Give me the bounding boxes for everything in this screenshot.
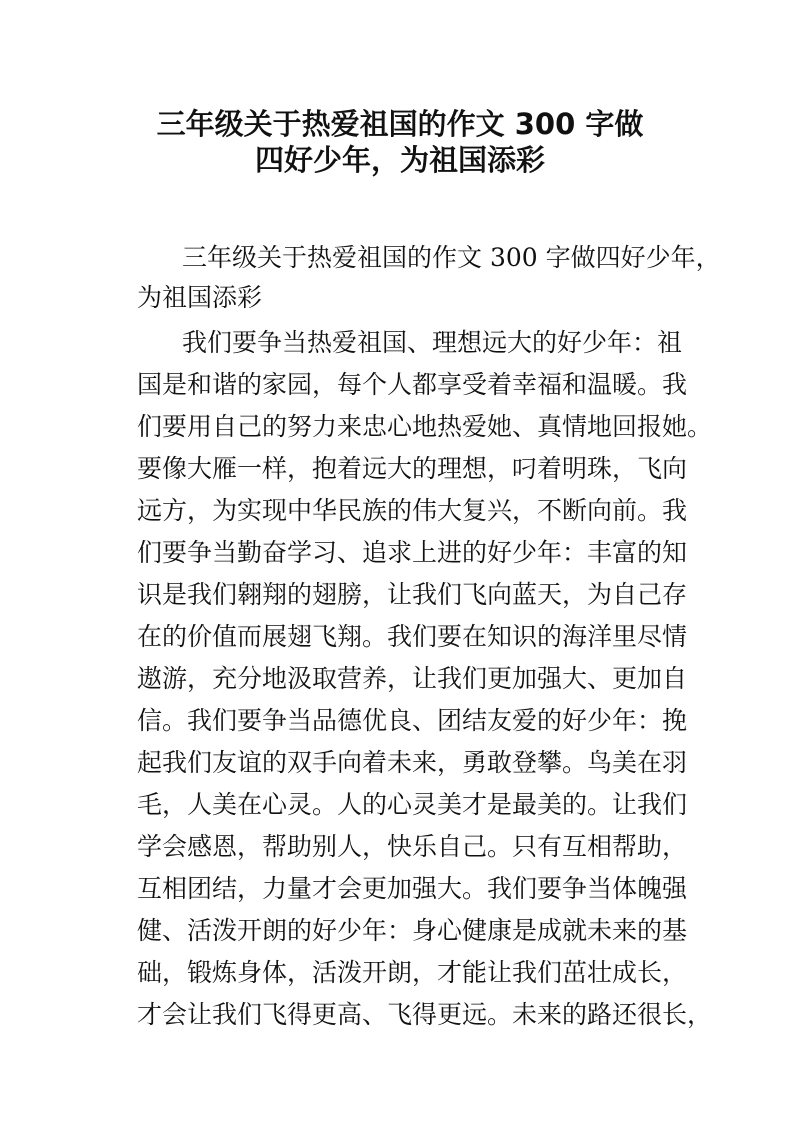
- body-line: 国是和谐的家园，每个人都享受着幸福和温暖。我: [137, 370, 688, 399]
- body-line: 才会让我们飞得更高、飞得更远。未来的路还很长，: [137, 1000, 713, 1029]
- body-line: 远方，为实现中华民族的伟大复兴，不断向前。我: [137, 496, 688, 525]
- body-line: 我们要争当热爱祖国、理想远大的好少年：祖: [182, 328, 683, 357]
- body-line: 毛，人美在心灵。人的心灵美才是最美的。让我们: [137, 790, 688, 819]
- body-line: 们要用自己的努力来忠心地热爱她、真情地回报她。: [137, 412, 713, 441]
- body-line: 信。我们要争当品德优良、团结友爱的好少年：挽: [137, 706, 688, 735]
- body-line: 在的价值而展翅飞翔。我们要在知识的海洋里尽情: [137, 622, 688, 651]
- body-line: 健、活泼开朗的好少年：身心健康是成就未来的基: [137, 916, 688, 945]
- body-line: 三年级关于热爱祖国的作文 300 字做四好少年，: [182, 243, 721, 272]
- document-title-line-2: 四好少年，为祖国添彩: [254, 143, 545, 177]
- body-line: 学会感恩，帮助别人，快乐自己。只有互相帮助，: [137, 832, 688, 861]
- body-line: 互相团结，力量才会更加强大。我们要争当体魄强: [137, 874, 688, 903]
- body-line: 要像大雁一样，抱着远大的理想，叼着明珠，飞向: [137, 454, 688, 483]
- body-line: 识是我们翱翔的翅膀，让我们飞向蓝天，为自己存: [137, 580, 688, 609]
- document-title-line-1: 三年级关于热爱祖国的作文 300 字做: [156, 107, 644, 141]
- body-line: 们要争当勤奋学习、追求上进的好少年：丰富的知: [137, 538, 688, 567]
- body-line: 础，锻炼身体，活泼开朗，才能让我们茁壮成长，: [137, 958, 688, 987]
- body-line: 遨游，充分地汲取营养，让我们更加强大、更加自: [137, 664, 688, 693]
- body-line: 起我们友谊的双手向着未来，勇敢登攀。鸟美在羽: [137, 748, 688, 777]
- body-line: 为祖国添彩: [137, 283, 263, 312]
